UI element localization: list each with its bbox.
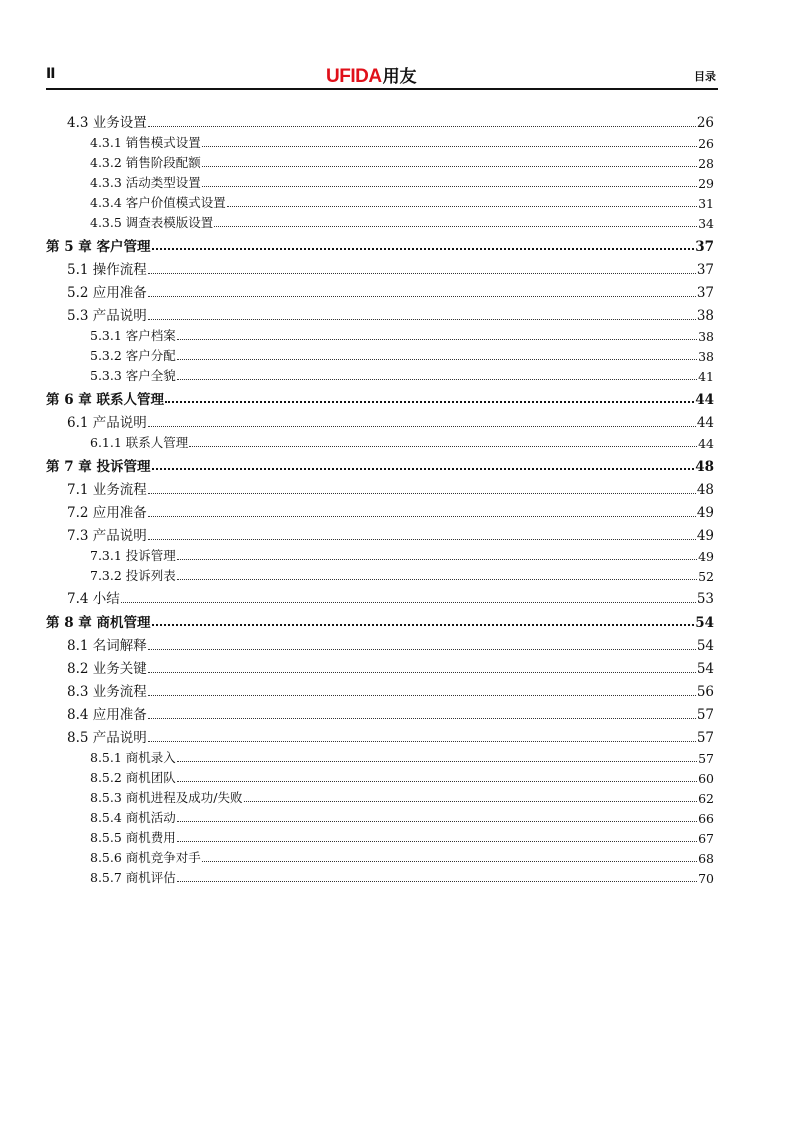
toc-entry-title: 第 6 章 联系人管理 xyxy=(46,392,164,408)
toc-entry[interactable] xyxy=(46,826,714,846)
toc-entry[interactable] xyxy=(46,766,714,786)
toc-entry[interactable] xyxy=(46,131,714,151)
toc-entry-title: 8.5.4 商机活动 xyxy=(90,810,176,825)
toc-entry-page: 26 xyxy=(698,136,714,151)
toc-entry[interactable] xyxy=(46,475,714,498)
toc-entry[interactable] xyxy=(46,364,714,384)
toc-dot-leader xyxy=(177,559,697,560)
toc-entry[interactable] xyxy=(46,431,714,451)
toc-entry[interactable] xyxy=(46,866,714,886)
toc-dot-leader xyxy=(148,516,696,517)
toc-entry-page: 31 xyxy=(698,196,714,211)
toc-entry-page: 66 xyxy=(698,811,714,826)
toc-dot-leader xyxy=(189,446,697,447)
toc-entry[interactable] xyxy=(46,521,714,544)
toc-entry-page: 26 xyxy=(696,115,714,131)
toc-entry-title: 8.2 业务关键 xyxy=(67,661,147,677)
toc-dot-leader xyxy=(202,186,697,187)
toc-entry[interactable] xyxy=(46,171,714,191)
toc-dot-leader xyxy=(177,761,697,762)
toc-entry-title: 5.3.3 客户全貌 xyxy=(90,368,176,383)
toc-entry-page: 48 xyxy=(695,459,714,475)
toc-dot-leader xyxy=(148,695,696,696)
toc-entry-title: 5.3.2 客户分配 xyxy=(90,348,176,363)
toc-dot-leader xyxy=(177,781,697,782)
toc-entry-page: 49 xyxy=(696,505,714,521)
header-divider xyxy=(46,88,718,90)
toc-entry-page: 28 xyxy=(698,156,714,171)
logo-cn-text: 用友 xyxy=(382,67,417,87)
toc-entry[interactable] xyxy=(46,723,714,746)
toc-entry-title: 6.1.1 联系人管理 xyxy=(90,435,189,450)
toc-dot-leader xyxy=(202,166,697,167)
toc-entry-page: 52 xyxy=(698,569,714,584)
toc-entry[interactable] xyxy=(46,846,714,866)
page-number-roman: II xyxy=(46,66,55,82)
toc-entry-title: 4.3.1 销售模式设置 xyxy=(90,135,201,150)
toc-entry-page: 70 xyxy=(698,871,714,886)
toc-entry-title: 第 7 章 投诉管理 xyxy=(46,459,151,475)
page-header xyxy=(46,62,718,88)
toc-entry-page: 44 xyxy=(698,436,714,451)
toc-entry-title: 6.1 产品说明 xyxy=(67,415,147,431)
toc-entry[interactable] xyxy=(46,408,714,431)
toc-entry-title: 5.1 操作流程 xyxy=(67,262,147,278)
toc-entry-page: 41 xyxy=(698,369,714,384)
toc-dot-leader xyxy=(177,579,697,580)
toc-entry-title: 7.3 产品说明 xyxy=(67,528,147,544)
toc-entry-title: 4.3 业务设置 xyxy=(67,115,147,131)
toc-entry-title: 8.5 产品说明 xyxy=(67,730,147,746)
toc-entry[interactable] xyxy=(46,654,714,677)
toc-dot-leader xyxy=(177,359,697,360)
toc-dot-leader xyxy=(148,126,696,127)
toc-entry[interactable] xyxy=(46,544,714,564)
toc-entry[interactable] xyxy=(46,151,714,171)
toc-entry-title: 4.3.2 销售阶段配额 xyxy=(90,155,201,170)
toc-dot-leader xyxy=(177,821,697,822)
toc-dot-leader xyxy=(152,468,695,470)
toc-entry-title: 8.4 应用准备 xyxy=(67,707,147,723)
toc-entry[interactable] xyxy=(46,584,714,607)
toc-dot-leader xyxy=(148,296,696,297)
toc-dot-leader xyxy=(165,401,694,403)
toc-entry-page: 53 xyxy=(696,591,714,607)
toc-entry-title: 5.3.1 客户档案 xyxy=(90,328,176,343)
ufida-logo xyxy=(326,62,417,88)
toc-entry-page: 57 xyxy=(698,751,714,766)
toc-entry-title: 7.3.2 投诉列表 xyxy=(90,568,176,583)
toc-dot-leader xyxy=(214,226,697,227)
toc-entry[interactable] xyxy=(46,786,714,806)
toc-entry-page: 54 xyxy=(695,615,714,631)
toc-chapter-entry[interactable] xyxy=(46,607,714,631)
toc-dot-leader xyxy=(244,801,698,802)
toc-dot-leader xyxy=(121,602,696,603)
toc-entry-page: 56 xyxy=(696,684,714,700)
toc-entry-title: 8.5.2 商机团队 xyxy=(90,770,176,785)
toc-dot-leader xyxy=(177,841,697,842)
toc-entry-page: 38 xyxy=(698,349,714,364)
toc-chapter-entry[interactable] xyxy=(46,384,714,408)
toc-entry-title: 7.2 应用准备 xyxy=(67,505,147,521)
toc-entry-page: 34 xyxy=(698,216,714,231)
toc-entry[interactable] xyxy=(46,564,714,584)
toc-entry-title: 7.3.1 投诉管理 xyxy=(90,548,176,563)
toc-entry[interactable] xyxy=(46,677,714,700)
toc-entry-page: 54 xyxy=(696,638,714,654)
toc-dot-leader xyxy=(148,718,696,719)
section-label: 目录 xyxy=(694,70,716,83)
toc-chapter-entry[interactable] xyxy=(46,231,714,255)
toc-dot-leader xyxy=(177,881,697,882)
toc-dot-leader xyxy=(202,146,697,147)
toc-entry-title: 8.5.1 商机录入 xyxy=(90,750,176,765)
toc-chapter-entry[interactable] xyxy=(46,451,714,475)
toc-entry-title: 5.2 应用准备 xyxy=(67,285,147,301)
toc-dot-leader xyxy=(177,379,697,380)
toc-entry[interactable] xyxy=(46,211,714,231)
toc-entry[interactable] xyxy=(46,700,714,723)
toc-dot-leader xyxy=(148,426,696,427)
toc-dot-leader xyxy=(148,539,696,540)
toc-entry-title: 7.4 小结 xyxy=(67,591,120,607)
toc-entry-page: 49 xyxy=(698,549,714,564)
toc-entry[interactable] xyxy=(46,746,714,766)
toc-entry-title: 4.3.4 客户价值模式设置 xyxy=(90,195,226,210)
toc-entry-page: 37 xyxy=(696,285,714,301)
toc-entry-page: 44 xyxy=(695,392,714,408)
toc-entry-page: 49 xyxy=(696,528,714,544)
toc-entry-title: 8.5.3 商机进程及成功/失败 xyxy=(90,790,243,805)
toc-dot-leader xyxy=(152,624,695,626)
toc-entry-title: 5.3 产品说明 xyxy=(67,308,147,324)
table-of-contents xyxy=(46,108,714,886)
toc-entry-title: 第 5 章 客户管理 xyxy=(46,239,151,255)
logo-brand-text: UFIDA xyxy=(326,66,382,87)
toc-entry[interactable] xyxy=(46,631,714,654)
toc-entry-page: 57 xyxy=(696,730,714,746)
toc-entry[interactable] xyxy=(46,278,714,301)
toc-entry-page: 62 xyxy=(698,791,714,806)
toc-dot-leader xyxy=(148,649,696,650)
toc-entry[interactable] xyxy=(46,344,714,364)
toc-entry-title: 7.1 业务流程 xyxy=(67,482,147,498)
toc-entry-title: 第 8 章 商机管理 xyxy=(46,615,151,631)
toc-dot-leader xyxy=(148,273,696,274)
toc-entry-title: 8.3 业务流程 xyxy=(67,684,147,700)
toc-dot-leader xyxy=(148,319,696,320)
toc-entry[interactable] xyxy=(46,806,714,826)
toc-dot-leader xyxy=(152,248,695,250)
toc-entry-page: 67 xyxy=(698,831,714,846)
toc-entry-page: 60 xyxy=(698,771,714,786)
toc-entry-page: 48 xyxy=(696,482,714,498)
toc-entry-page: 44 xyxy=(696,415,714,431)
toc-entry-title: 8.1 名词解释 xyxy=(67,638,147,654)
toc-dot-leader xyxy=(148,493,696,494)
toc-entry-page: 37 xyxy=(695,239,714,255)
toc-entry-title: 4.3.5 调查表模版设置 xyxy=(90,215,214,230)
toc-dot-leader xyxy=(148,741,696,742)
toc-dot-leader xyxy=(227,206,697,207)
toc-entry-page: 29 xyxy=(698,176,714,191)
toc-entry-page: 68 xyxy=(698,851,714,866)
toc-entry[interactable] xyxy=(46,324,714,344)
toc-entry[interactable] xyxy=(46,498,714,521)
toc-entry-page: 37 xyxy=(696,262,714,278)
toc-entry-title: 4.3.3 活动类型设置 xyxy=(90,175,201,190)
toc-entry[interactable] xyxy=(46,301,714,324)
toc-entry-page: 57 xyxy=(696,707,714,723)
toc-entry-title: 8.5.6 商机竞争对手 xyxy=(90,850,201,865)
toc-entry[interactable] xyxy=(46,191,714,211)
toc-dot-leader xyxy=(148,672,696,673)
toc-entry[interactable] xyxy=(46,108,714,131)
toc-entry-page: 38 xyxy=(698,329,714,344)
toc-entry[interactable] xyxy=(46,255,714,278)
toc-entry-page: 38 xyxy=(696,308,714,324)
toc-entry-title: 8.5.5 商机费用 xyxy=(90,830,176,845)
toc-dot-leader xyxy=(202,861,697,862)
toc-dot-leader xyxy=(177,339,697,340)
toc-entry-page: 54 xyxy=(696,661,714,677)
toc-entry-title: 8.5.7 商机评估 xyxy=(90,870,176,885)
